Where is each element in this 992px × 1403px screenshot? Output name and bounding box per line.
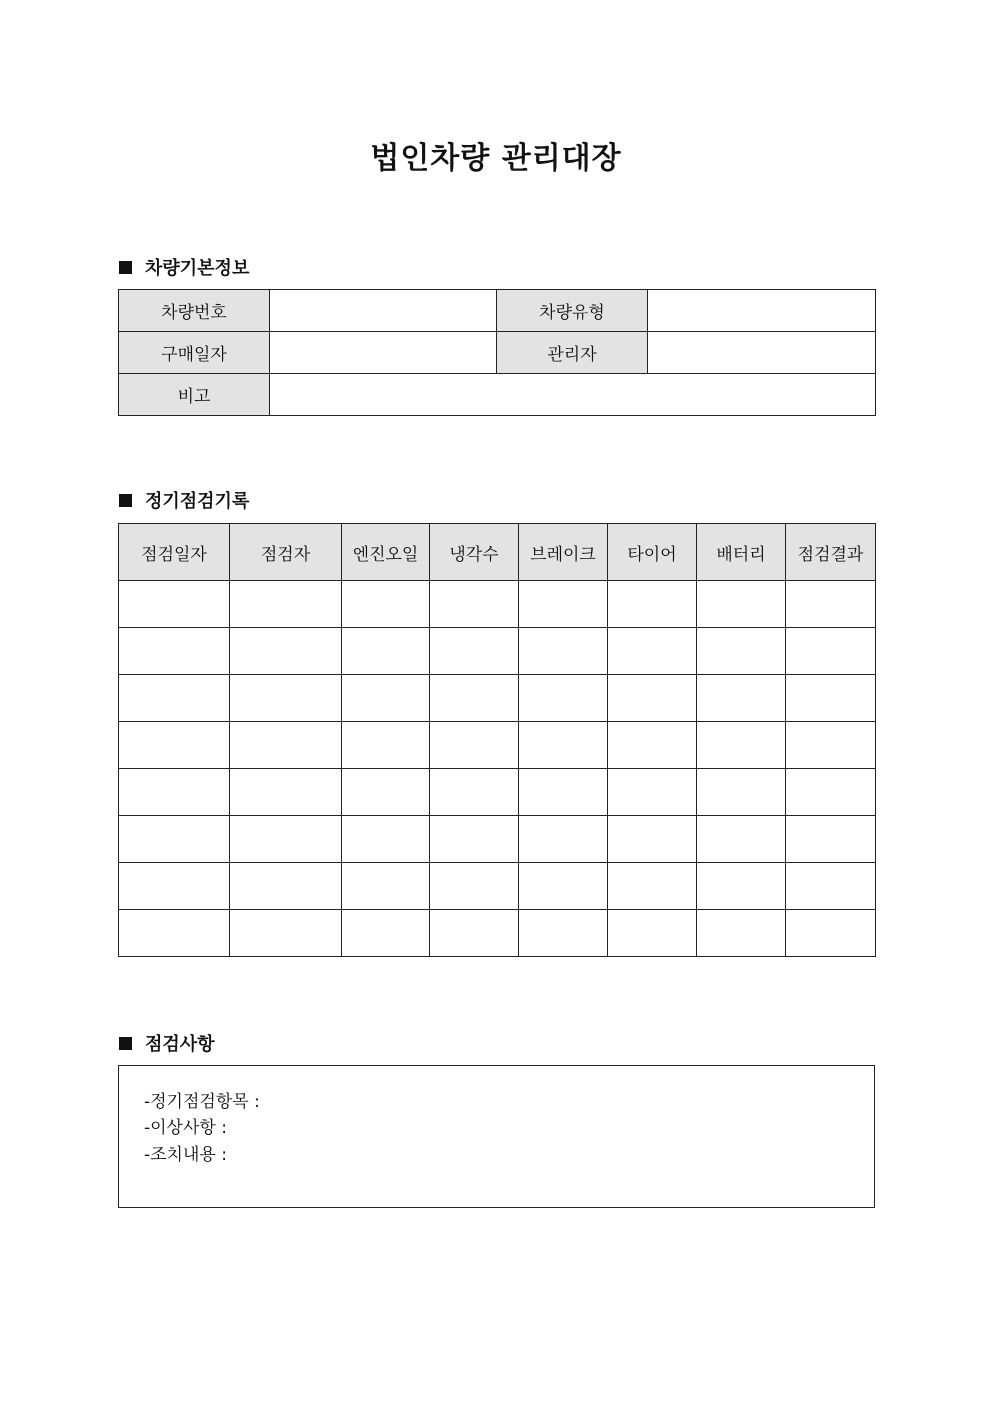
record-cell[interactable] [430,675,519,722]
vehicle-number-label: 차량번호 [119,290,270,332]
column-header: 엔진오일 [342,524,430,581]
record-cell[interactable] [230,910,342,957]
record-cell[interactable] [786,722,876,769]
record-cell[interactable] [342,863,430,910]
table-row [119,722,876,769]
record-cell[interactable] [786,628,876,675]
record-cell[interactable] [430,581,519,628]
record-cell[interactable] [342,628,430,675]
record-cell[interactable] [697,722,786,769]
remarks-label: 비고 [119,374,270,416]
record-cell[interactable] [230,581,342,628]
section-heading-inspection-record [119,487,249,513]
record-cell[interactable] [697,581,786,628]
table-row [119,374,876,416]
record-cell[interactable] [430,816,519,863]
record-cell[interactable] [608,910,697,957]
note-abnormalities: -이상사항 : [144,1118,227,1138]
record-cell[interactable] [519,863,608,910]
record-cell[interactable] [230,863,342,910]
column-header: 점검결과 [786,524,876,581]
purchase-date-field[interactable] [270,332,497,374]
table-row [119,332,876,374]
table-row [119,675,876,722]
record-cell[interactable] [342,722,430,769]
record-cell[interactable] [697,675,786,722]
square-bullet-icon [119,261,132,274]
column-header: 냉각수 [430,524,519,581]
section-heading-basic-info [119,254,249,280]
manager-field[interactable] [648,332,876,374]
record-cell[interactable] [430,863,519,910]
record-cell[interactable] [697,628,786,675]
section-heading-label: 차량기본정보 [145,258,250,279]
inspection-record-table [118,523,876,957]
record-cell[interactable] [519,769,608,816]
vehicle-type-field[interactable] [648,290,876,332]
table-row [119,769,876,816]
inspection-notes-box[interactable] [118,1065,875,1208]
record-cell[interactable] [119,769,230,816]
record-cell[interactable] [230,675,342,722]
square-bullet-icon [119,494,132,507]
record-cell[interactable] [230,722,342,769]
section-heading-label: 정기점검기록 [145,491,250,512]
record-cell[interactable] [697,816,786,863]
record-cell[interactable] [430,722,519,769]
record-cell[interactable] [786,910,876,957]
record-cell[interactable] [342,769,430,816]
vehicle-number-field[interactable] [270,290,497,332]
column-header: 브레이크 [519,524,608,581]
record-cell[interactable] [608,816,697,863]
purchase-date-label: 구매일자 [119,332,270,374]
note-actions-taken: -조치내용 : [144,1145,227,1165]
manager-label: 관리자 [497,332,648,374]
record-cell[interactable] [519,816,608,863]
record-cell[interactable] [786,675,876,722]
record-cell[interactable] [786,769,876,816]
table-row [119,628,876,675]
record-cell[interactable] [608,581,697,628]
record-cell[interactable] [608,722,697,769]
record-cell[interactable] [230,628,342,675]
record-cell[interactable] [119,910,230,957]
record-cell[interactable] [230,769,342,816]
record-cell[interactable] [430,628,519,675]
vehicle-type-label: 차량유형 [497,290,648,332]
remarks-field[interactable] [270,374,876,416]
record-cell[interactable] [697,910,786,957]
record-cell[interactable] [697,769,786,816]
record-cell[interactable] [608,628,697,675]
inspection-record-body [119,581,876,957]
record-cell[interactable] [119,675,230,722]
record-cell[interactable] [119,628,230,675]
record-cell[interactable] [119,816,230,863]
record-cell[interactable] [786,816,876,863]
record-cell[interactable] [230,816,342,863]
record-cell[interactable] [519,910,608,957]
record-cell[interactable] [519,675,608,722]
record-cell[interactable] [119,863,230,910]
record-cell[interactable] [608,675,697,722]
vehicle-basic-info-table [118,289,876,416]
record-cell[interactable] [342,675,430,722]
record-cell[interactable] [786,581,876,628]
record-cell[interactable] [430,769,519,816]
table-row [119,816,876,863]
record-cell[interactable] [430,910,519,957]
table-row [119,290,876,332]
column-header: 배터리 [697,524,786,581]
table-row [119,863,876,910]
record-cell[interactable] [342,581,430,628]
record-cell[interactable] [519,722,608,769]
column-header: 타이어 [608,524,697,581]
column-header: 점검일자 [119,524,230,581]
record-cell[interactable] [119,581,230,628]
column-header: 점검자 [230,524,342,581]
record-cell[interactable] [608,863,697,910]
record-cell[interactable] [342,816,430,863]
table-header-row [119,524,876,581]
record-cell[interactable] [697,863,786,910]
note-regular-inspection-items: -정기점검항목 : [144,1092,260,1112]
table-row [119,581,876,628]
record-cell[interactable] [519,581,608,628]
table-row [119,910,876,957]
section-heading-inspection-items [119,1030,215,1056]
square-bullet-icon [119,1037,132,1050]
record-cell[interactable] [608,769,697,816]
record-cell[interactable] [342,910,430,957]
record-cell[interactable] [519,628,608,675]
record-cell[interactable] [119,722,230,769]
section-heading-label: 점검사항 [145,1034,215,1055]
record-cell[interactable] [786,863,876,910]
page-title: 법인차량 관리대장 [370,141,622,176]
